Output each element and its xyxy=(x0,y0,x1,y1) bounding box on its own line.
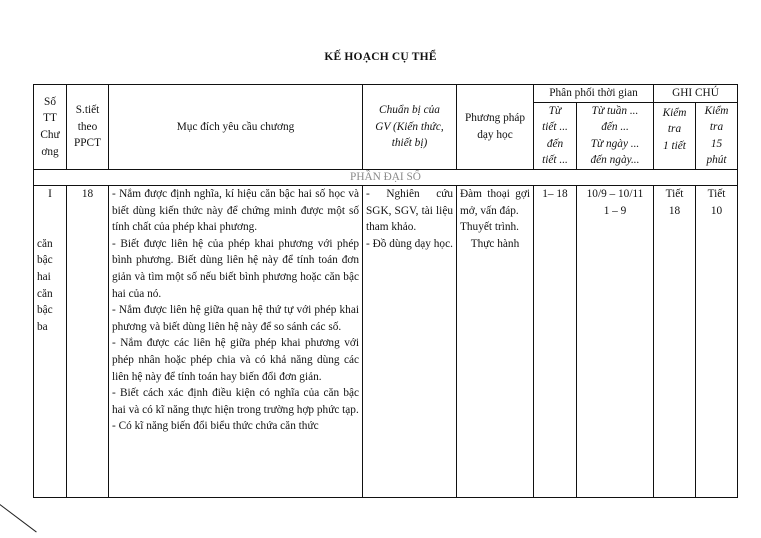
chapter-number: I xyxy=(48,187,52,200)
objective-item: - Có kĩ năng biến đổi biểu thức chứa căn thức xyxy=(112,420,319,433)
header-text: phút xyxy=(706,154,727,167)
test-text: 10 xyxy=(710,204,723,217)
header-text: ơng xyxy=(41,145,59,158)
cell-phuong-phap xyxy=(457,185,534,497)
header-text: PPCT xyxy=(73,137,101,150)
header-kiem-tra-15-phut xyxy=(696,102,738,169)
test-text: 18 xyxy=(668,204,681,217)
header-ghi-chu: GHI CHÚ xyxy=(654,85,738,103)
chapter-name-text: bậc xyxy=(37,304,53,317)
chapter-name-text: ba xyxy=(37,320,48,333)
objective-item: - Nắm được các liên hệ giữa phép khai phương với phép nhân hoặc phép chia và có khả năng dùng các liên hệ này để tính toán hay biến đổi đơn giản. xyxy=(112,337,359,383)
header-kiem-tra-1-tiet xyxy=(654,102,696,169)
preparation-item: - Nghiên cứu SGK, SGV, tài liệu tham khảo. xyxy=(366,187,453,234)
header-text: 15 xyxy=(710,137,723,150)
header-text: Chư xyxy=(40,128,60,141)
cell-chuan-bi xyxy=(363,185,457,497)
document-title: KẾ HOẠCH CỤ THỂ xyxy=(324,51,437,63)
header-text: Từ tuần ... xyxy=(591,104,639,117)
chapter-name-text: bậc xyxy=(37,254,53,267)
header-tu-tuan xyxy=(577,102,654,169)
chapter-name-text: hai xyxy=(37,270,51,283)
section-label: PHẦN ĐẠI SỐ xyxy=(34,169,738,185)
header-text: Kiểm xyxy=(704,104,729,117)
header-text: Kiểm xyxy=(662,106,687,119)
header-text: đến ngày... xyxy=(590,154,640,167)
week-range: 10/9 – 10/11 xyxy=(586,187,644,200)
header-chuan-bi xyxy=(363,85,457,170)
header-text: tiết ... xyxy=(542,154,568,167)
cell-muc-dich xyxy=(109,185,363,497)
header-so-tiet xyxy=(67,85,109,170)
header-text: Từ xyxy=(548,104,562,117)
header-text: Từ ngày ... xyxy=(590,137,640,150)
header-text: S.tiết xyxy=(75,104,100,117)
header-text: GV (Kiến thức, xyxy=(375,120,444,133)
week-range: 1 – 9 xyxy=(603,204,627,217)
header-muc-dich: Mục đích yêu cầu chương xyxy=(109,85,363,170)
decorative-diagonal-line xyxy=(0,504,37,532)
objective-item: - Biết được liên hệ của phép khai phương với phép bình phương. Biết dùng liên hệ này để tính toán đơn giản và tìm một số nếu biết bình phương hoặc căn bậc hai của nó. xyxy=(112,237,359,300)
cell-tu-tiet: 1– 18 xyxy=(534,185,577,497)
header-text: đến ... xyxy=(601,121,629,134)
header-text: Số xyxy=(44,95,56,108)
cell-tu-tuan xyxy=(577,185,654,497)
header-text: thiết bị) xyxy=(391,137,428,150)
header-text: tra xyxy=(709,121,724,134)
cell-so-tiet: 18 xyxy=(67,185,109,497)
header-text: 1 tiết xyxy=(663,139,686,152)
header-text: dạy học xyxy=(477,128,513,141)
header-text: tiết ... xyxy=(542,121,568,134)
chapter-name-text: căn xyxy=(37,287,53,300)
plan-table xyxy=(33,84,738,498)
test-text: Tiết xyxy=(665,187,684,200)
method-text: Thực hành xyxy=(470,237,520,250)
chapter-name-text: căn xyxy=(37,237,53,250)
method-text: Thuyết trình. xyxy=(460,221,519,234)
table-row xyxy=(34,185,738,497)
header-text: đến xyxy=(546,137,564,150)
cell-stt xyxy=(34,185,67,497)
test-text: Tiết xyxy=(707,187,726,200)
objective-item: - Nắm được định nghĩa, kí hiệu căn bậc hai số học và biết dùng kiến thức này để chứng minh được một số tính chất của phép khai phương. xyxy=(112,187,359,234)
header-text: TT xyxy=(43,112,57,125)
header-phuong-phap xyxy=(457,85,534,170)
objective-item: - Nắm được liên hệ giữa quan hệ thứ tự với phép khai phương và biết dùng liên hệ này để so sánh các số. xyxy=(112,304,359,333)
header-text: Chuẩn bị của xyxy=(379,104,440,117)
preparation-item: - Đồ dùng dạy học. xyxy=(366,237,453,250)
header-stt xyxy=(34,85,67,170)
cell-kiem-tra-1-tiet xyxy=(654,185,696,497)
header-text: tra xyxy=(667,123,682,136)
method-text: Đàm thoại gợi mở, vấn đáp. xyxy=(460,187,530,217)
header-tu-tiet xyxy=(534,102,577,169)
objective-item: - Biết cách xác định điều kiện có nghĩa của căn bậc hai và có kĩ năng thực hiện trong trường hợp phức tạp. xyxy=(112,387,359,416)
header-phan-phoi: Phân phối thời gian xyxy=(534,85,654,103)
header-text: theo xyxy=(77,120,98,133)
cell-kiem-tra-15-phut xyxy=(696,185,738,497)
header-text: Phương pháp xyxy=(464,112,526,125)
